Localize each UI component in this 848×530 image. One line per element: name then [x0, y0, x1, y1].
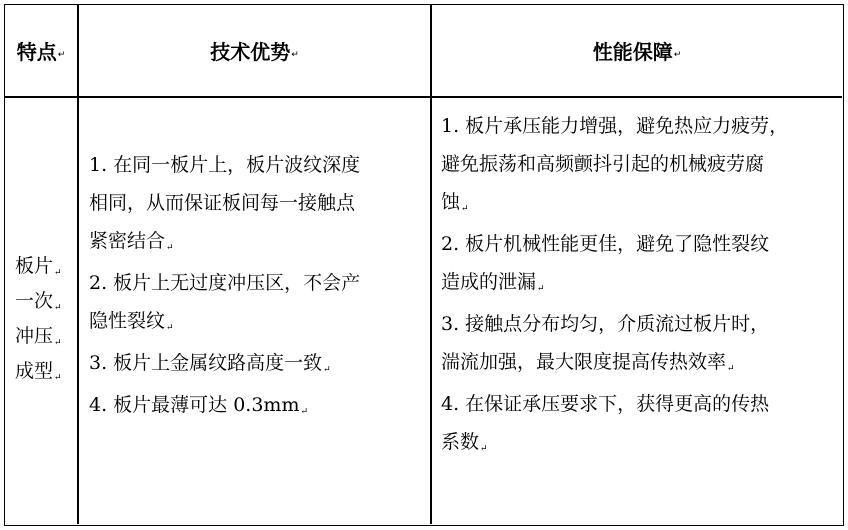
paragraph-mark: ↵ [673, 49, 682, 60]
header-feature-text: 特点 [16, 40, 57, 64]
guarantee-line: 3. 接触点分布均匀，介质流过板片时， [441, 313, 770, 335]
feature-line: 板片↵ [15, 255, 62, 278]
guarantee-line: 蚀↵ [441, 191, 469, 214]
feature-cell [15, 251, 75, 391]
guarantee-line: 2. 板片机械性能更佳，避免了隐性裂纹 [441, 233, 770, 255]
feature-line: 一次↵ [15, 290, 62, 313]
feature-line: 冲压↵ [15, 325, 62, 348]
paragraph-mark: ↵ [57, 49, 66, 60]
advantage-cell [89, 146, 427, 428]
advantage-line: 1. 在同一板片上，板片波纹深度 [89, 154, 361, 176]
header-advantage-text: 技术优势 [210, 40, 291, 64]
header-guarantee [432, 5, 842, 96]
guarantee-line: 造成的泄漏↵ [441, 271, 545, 294]
feature-line: 成型↵ [15, 360, 62, 383]
advantage-line: 4. 板片最薄可达 0.3mm↵ [89, 394, 309, 417]
header-guarantee-text: 性能保障 [592, 40, 673, 64]
advantage-line: 紧密结合↵ [89, 230, 174, 253]
header-divider [5, 96, 842, 98]
paragraph-mark: ↵ [291, 49, 299, 60]
feature-table [4, 4, 844, 526]
guarantee-line: 避免振荡和高频颤抖引起的机械疲劳腐 [441, 153, 765, 175]
guarantee-line: 4. 在保证承压要求下，获得更高的传热 [441, 393, 770, 415]
advantage-line: 隐性裂纹↵ [89, 310, 174, 333]
header-advantage [79, 5, 430, 96]
advantage-line: 2. 板片上无过度冲压区，不会产 [89, 272, 361, 294]
guarantee-cell [441, 107, 841, 465]
guarantee-line: 系数↵ [441, 431, 488, 454]
advantage-line: 3. 板片上金属纹路高度一致↵ [89, 352, 331, 375]
header-feature [5, 5, 77, 96]
guarantee-line: 1. 板片承压能力增强，避免热应力疲劳， [441, 115, 789, 137]
guarantee-line: 湍流加强，最大限度提高传热效率↵ [441, 351, 735, 374]
advantage-line: 相同，从而保证板间每一接触点 [89, 192, 356, 214]
